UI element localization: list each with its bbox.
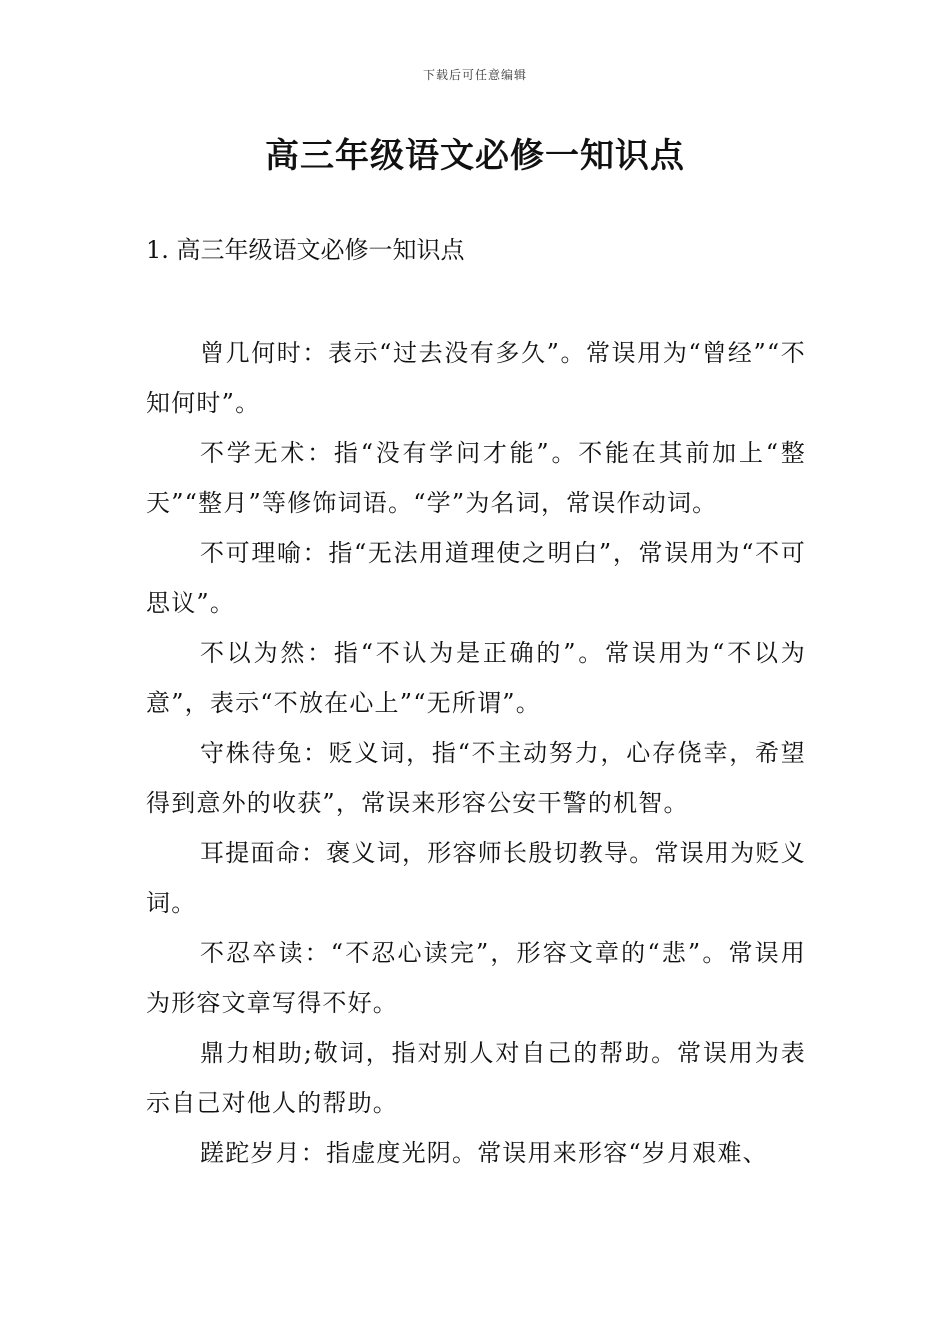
paragraph-8: 鼎力相助;敬词，指对别人对自己的帮助。常误用为表示自己对他人的帮助。 — [146, 1039, 806, 1117]
paragraph-3: 不可理喻：指“无法用道理使之明白”，常误用为“不可思议”。 — [146, 539, 806, 617]
paragraph-5: 守株待兔：贬义词，指“不主动努力，心存侥幸，希望得到意外的收获”，常误来形容公安干警的机智。 — [146, 739, 806, 817]
paragraph-4: 不以为然：指“不认为是正确的”。常误用为“不以为意”，表示“不放在心上”“无所谓”。 — [146, 639, 806, 717]
section-heading: 1. 高三年级语文必修一知识点 — [146, 236, 465, 264]
document-body — [146, 328, 806, 1178]
paragraph-9: 蹉跎岁月：指虚度光阴。常误用来形容“岁月艰难、 — [200, 1139, 768, 1167]
paragraph-7: 不忍卒读：“不忍心读完”，形容文章的“悲”。常误用为形容文章写得不好。 — [146, 939, 806, 1017]
paragraph-1: 曾几何时：表示“过去没有多久”。常误用为“曾经”“不知何时”。 — [146, 339, 806, 417]
header-note: 下载后可任意编辑 — [422, 68, 527, 82]
paragraph-6: 耳提面命：褒义词，形容师长殷切教导。常误用为贬义词。 — [146, 839, 806, 917]
paragraph-2: 不学无术：指“没有学问才能”。不能在其前加上“整天”“整月”等修饰词语。“学”为名词，常误作动词。 — [146, 439, 806, 517]
document-title: 高三年级语文必修一知识点 — [265, 136, 685, 176]
